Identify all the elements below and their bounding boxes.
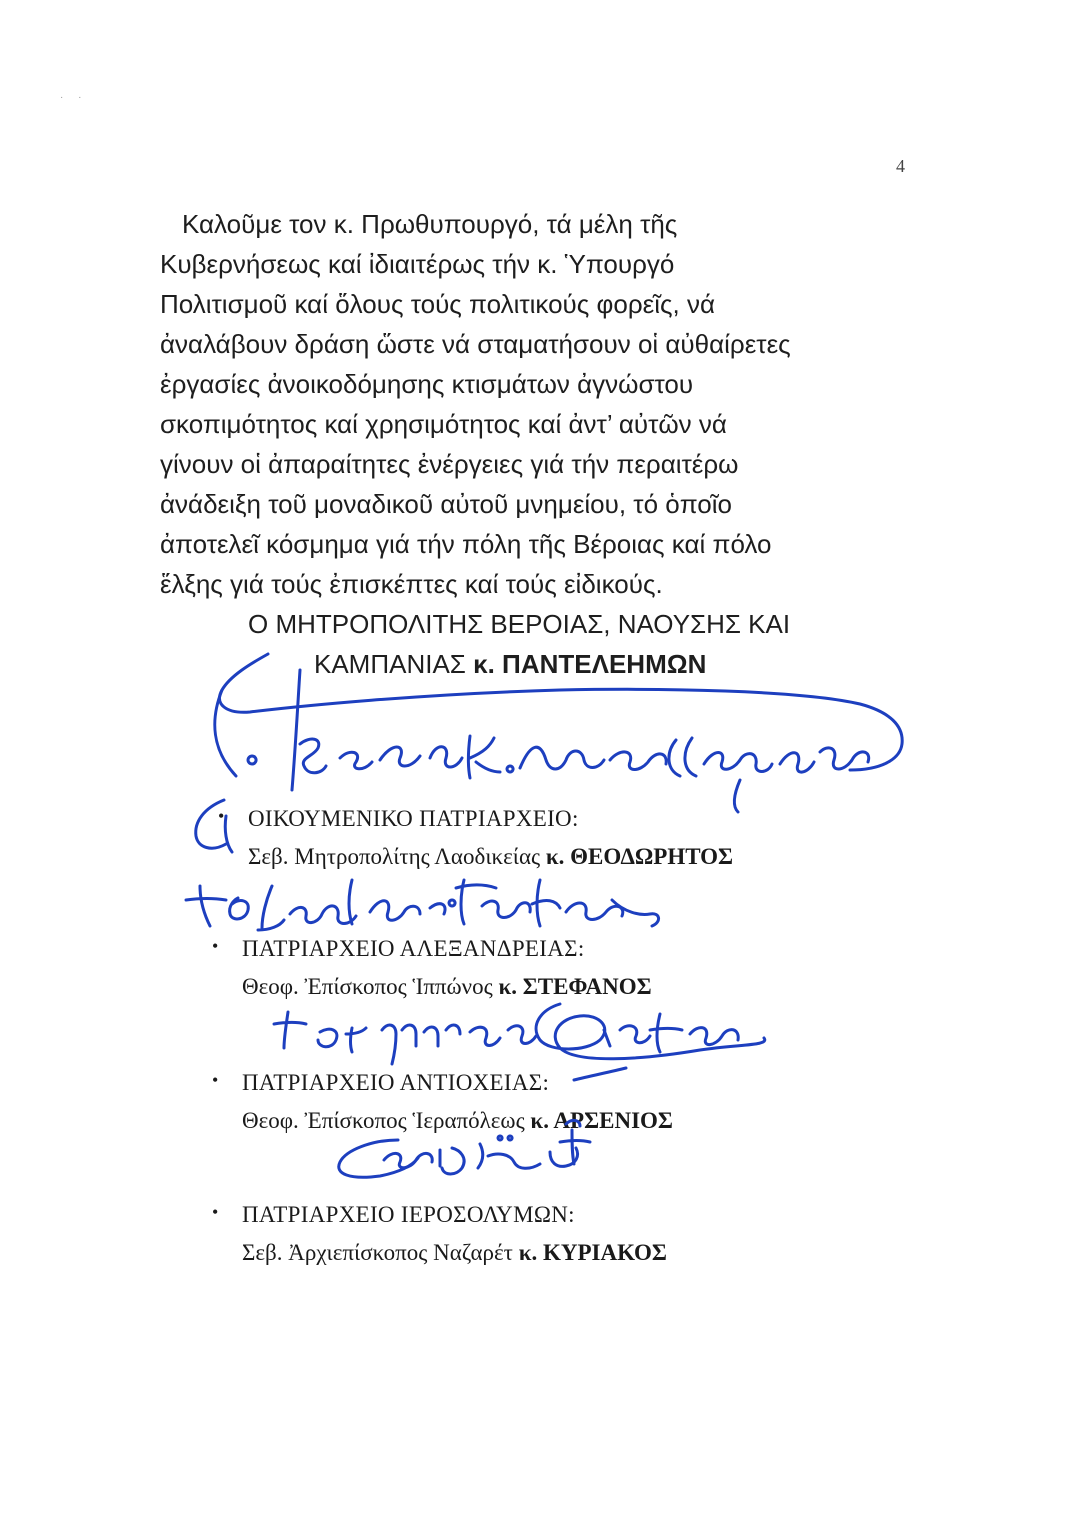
entry-subtitle-name: κ. ΚΥΡΙΑΚΟΣ xyxy=(518,1240,667,1265)
entry-subtitle-prefix: Θεοφ. Ἐπίσκοπος Ἱεραπόλεως xyxy=(242,1108,525,1133)
metropolitan-line-2-prefix: ΚΑΜΠΑΝΙΑΣ xyxy=(314,649,466,679)
scan-specks: · · xyxy=(60,92,88,103)
entry-subtitle-prefix: Σεβ. Μητροπολίτης Λαοδικείας xyxy=(248,844,541,869)
metropolitan-name: κ. ΠΑΝΤΕΛΕΗΜΩΝ xyxy=(473,649,707,679)
body-line: Καλοῦμε τον κ. Πρωθυπουργό, τά μέλη τῆς xyxy=(182,209,678,239)
entry-subtitle xyxy=(242,1240,667,1266)
entry-subtitle-name: κ. ΑΡΣΕΝΙΟΣ xyxy=(530,1108,673,1133)
entry-subtitle xyxy=(242,1108,673,1134)
body-line: Πολιτισμοῦ καί ὅλους τούς πολιτικούς φορεῖς, νά xyxy=(160,289,716,319)
metropolitan-title xyxy=(248,604,888,684)
body-line: γίνουν οἱ ἀπαραίτητες ἐνέργειες γιά τήν περαιτέρω xyxy=(160,449,739,479)
body-paragraph xyxy=(160,204,920,604)
body-line: ἐργασίες ἀνοικοδόμησης κτισμάτων ἀγνώστου xyxy=(160,369,694,399)
body-line: Κυβερνήσεως καί ἰδιαιτέρως τήν κ. Ὑπουργό xyxy=(160,249,675,279)
entry-title: ΟΙΚΟΥΜΕΝΙΚΟ ΠΑΤΡΙΑΡΧΕΙΟ: xyxy=(248,806,579,831)
page-number: 4 xyxy=(896,156,905,176)
body-line: ἀναλάβουν δράση ὥστε νά σταματήσουν οἱ αὐθαίρετες xyxy=(160,329,791,359)
entry-subtitle xyxy=(248,844,733,870)
entry-subtitle-prefix: Θεοφ. Ἐπίσκοπος Ἱππώνος xyxy=(242,974,493,999)
entry-subtitle xyxy=(242,974,652,1000)
body-line: ἀνάδειξη τοῦ μοναδικοῦ αὐτοῦ μνημείου, τό ὁποῖο xyxy=(160,489,732,519)
entry-subtitle-name: κ. ΘΕΟΔΩΡΗΤΟΣ xyxy=(545,844,734,869)
metropolitan-line-1: Ο ΜΗΤΡΟΠΟΛΙΤΗΣ ΒΕΡΟΙΑΣ, ΝΑΟΥΣΗΣ ΚΑΙ xyxy=(248,609,791,639)
bullet: • xyxy=(212,1070,219,1090)
bullet: • xyxy=(212,936,219,956)
entry-subtitle-prefix: Σεβ. Ἀρχιεπίσκοπος Ναζαρέτ xyxy=(242,1240,513,1265)
entry-subtitle-name: κ. ΣΤΕΦΑΝΟΣ xyxy=(498,974,652,999)
entry-title: ΠΑΤΡΙΑΡΧΕΙΟ ΙΕΡΟΣΟΛΥΜΩΝ: xyxy=(242,1202,575,1227)
body-line: ἀποτελεῖ κόσμημα γιά τήν πόλη τῆς Βέροιας καί πόλο xyxy=(160,529,772,559)
metropolitan-line-2 xyxy=(248,644,888,684)
bullet: • xyxy=(218,806,225,826)
bullet: • xyxy=(212,1202,219,1222)
entry-title: ΠΑΤΡΙΑΡΧΕΙΟ ΑΛΕΞΑΝΔΡΕΙΑΣ: xyxy=(242,936,585,961)
entry-title: ΠΑΤΡΙΑΡΧΕΙΟ ΑΝΤΙΟΧΕΙΑΣ: xyxy=(242,1070,550,1095)
body-line: σκοπιμότητος καί χρησιμότητος καί ἀντ’ αὐτῶν νά xyxy=(160,409,727,439)
body-line: ἕλξης γιά τούς ἐπισκέπτες καί τούς εἰδικούς. xyxy=(160,569,663,599)
signature-ippon xyxy=(274,1004,765,1064)
